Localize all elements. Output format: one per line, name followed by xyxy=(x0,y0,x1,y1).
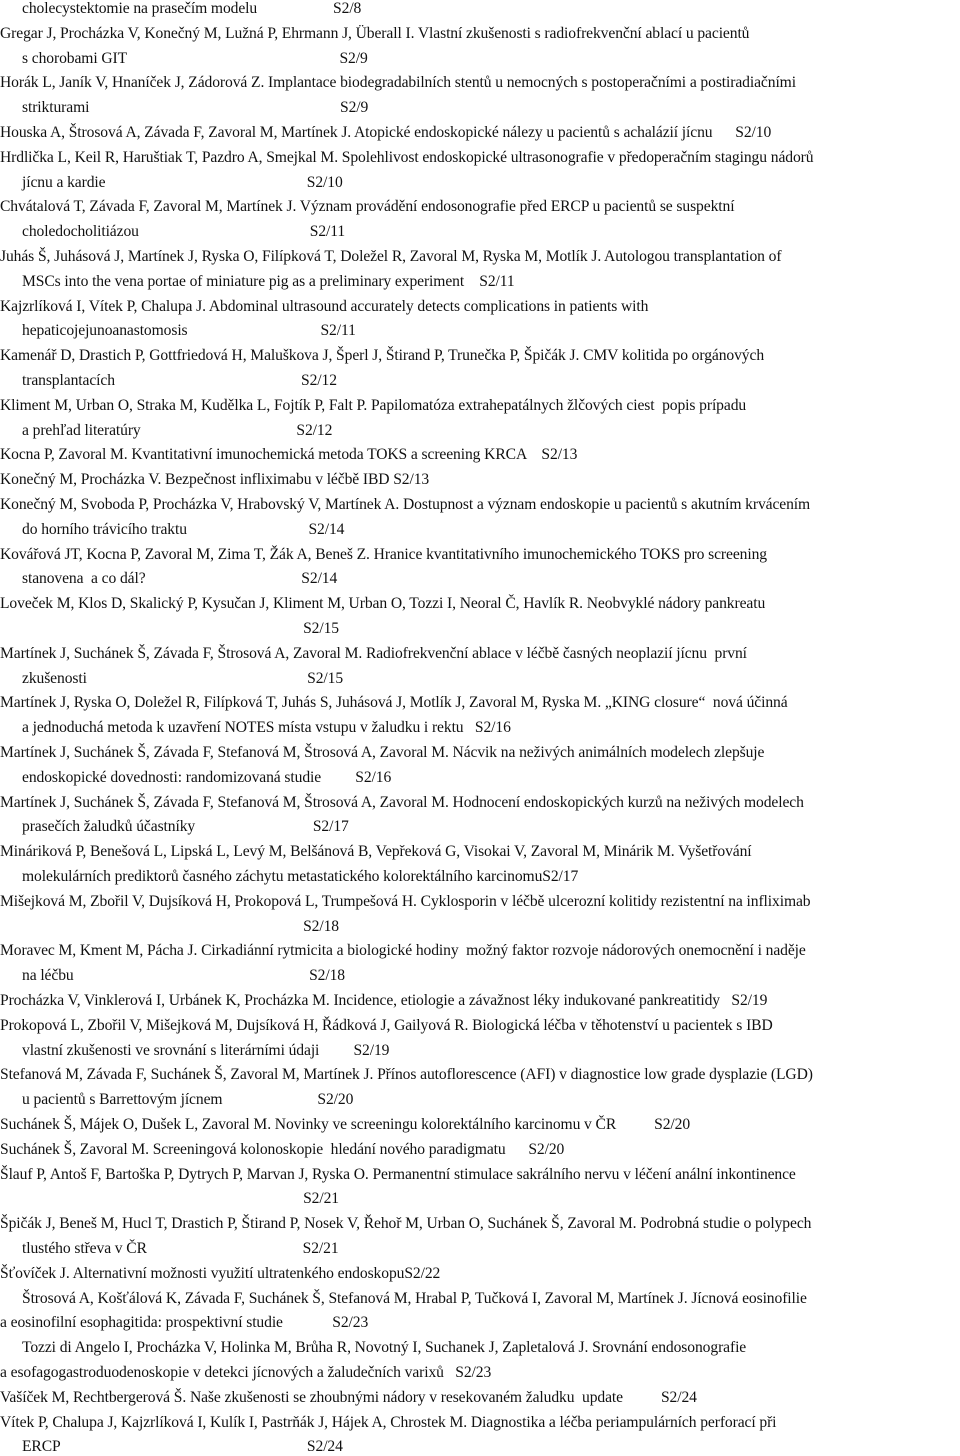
reference-line: Kajzrlíková I, Vítek P, Chalupa J. Abdominal ultrasound accurately detects complications in patients with xyxy=(0,297,649,315)
reference-line: Martínek J, Suchánek Š, Závada F, Stefanová M, Štrosová A, Zavoral M. Hodnocení endoskopických kurzů na neživých modelech xyxy=(0,793,804,811)
reference-line: S2/18 xyxy=(22,917,339,935)
reference-line: MSCs into the vena portae of miniature pig as a preliminary experiment S2/11 xyxy=(22,272,515,290)
reference-line: Mišejková M, Zbořil V, Dujsíková H, Prokopová L, Trumpešová H. Cyklosporin v léčbě ulcerozní kolitidy rezistentní na infliximab xyxy=(0,892,811,910)
reference-line: Houska A, Štrosová A, Závada F, Zavoral M, Martínek J. Atopické endoskopické nálezy u pacientů s achalázií jícnu S2/10 xyxy=(0,124,772,141)
reference-line: Konečný M, Procházka V. Bezpečnost infliximabu v léčbě IBD S2/13 xyxy=(0,471,430,489)
reference-line: Loveček M, Klos D, Skalický P, Kysučan J, Kliment M, Urban O, Tozzi I, Neoral Č, Havlík R. Neobvyklé nádory pankreatu xyxy=(0,595,766,613)
reference-line: a jednoduchá metoda k uzavření NOTES místa vstupu v žaludku i rektu S2/16 xyxy=(22,719,511,737)
reference-line: Moravec M, Kment M, Pácha J. Cirkadiánní rytmicita a biologické hodiny možný faktor rozvoje nádorových onemocnění i naděje xyxy=(0,942,806,960)
reference-line: a prehľad literatúry S2/12 xyxy=(22,421,333,439)
reference-line: Procházka V, Vinklerová I, Urbánek K, Procházka M. Incidence, etiologie a závažnost léky indukované pankreatitidy S2/19 xyxy=(0,992,768,1009)
reference-line: strikturami S2/9 xyxy=(22,99,369,117)
reference-line: Suchánek Š, Májek O, Dušek L, Zavoral M. Novinky ve screeningu kolorektálního karcinomu v ČR S2/20 xyxy=(0,1116,691,1133)
reference-line: Hrdlička L, Keil R, Haruštiak T, Pazdro A, Smejkal M. Spolehlivost endoskopické ultrasonografie v předoperačním stagingu nádorů xyxy=(0,148,814,166)
reference-line: a esofagogastroduodenoskopie v detekci jícnových a žaludečních varixů S2/23 xyxy=(0,1364,492,1381)
reference-line: Stefanová M, Závada F, Suchánek Š, Zavoral M, Martínek J. Přínos autoflorescence (AFI) v diagnostice low grade dysplazie (LGD) xyxy=(0,1066,813,1084)
reference-line: do horního trávicího traktu S2/14 xyxy=(22,520,345,538)
reference-line: Kovářová JT, Kocna P, Zavoral M, Zima T, Žák A, Beneš Z. Hranice kvantitativního imunochemického TOKS pro screening xyxy=(0,545,767,563)
reference-line: Vašíček M, Rechtbergerová Š. Naše zkušenosti se zhoubnými nádory v resekovaném žaludku update S2/24 xyxy=(0,1388,697,1406)
reference-line: S2/15 xyxy=(22,620,339,637)
reference-line: Juhás Š, Juhásová J, Martínek J, Ryska O, Filípková T, Doležel R, Zavoral M, Ryska M, Motlík J. Autologou transplantation of xyxy=(0,248,782,265)
reference-line: Šťovíček J. Alternativní možnosti využití ultratenkého endoskopuS2/22 xyxy=(0,1264,441,1282)
reference-line: Martínek J, Ryska O, Doležel R, Filípková T, Juhás S, Juhásová J, Motlík J, Zavoral M, Ryska M. „KING closure“ nová účinná xyxy=(0,694,788,712)
reference-line: prasečích žaludků účastníky S2/17 xyxy=(22,818,349,836)
reference-line: Martínek J, Suchánek Š, Závada F, Stefanová M, Štrosová A, Zavoral M. Nácvik na neživých animálních modelech zlepšuje xyxy=(0,744,765,761)
reference-line: Štrosová A, Košťálová K, Závada F, Suchánek Š, Stefanová M, Hrabal P, Tučková I, Zavoral M, Martínek J. Jícnová eosinofilie xyxy=(22,1289,807,1307)
reference-line: transplantacích S2/12 xyxy=(22,372,337,389)
reference-line: Vítek P, Chalupa J, Kajzrlíková I, Kulík I, Pastrňák J, Hájek A, Chrostek M. Diagnostika a léčba periampulárních perforací při xyxy=(0,1413,777,1431)
reference-line: Mináriková P, Benešová L, Lipská L, Levý M, Belšánová B, Vepřeková G, Visokai V, Zavoral M, Minárik M. Vyšetřování xyxy=(0,843,752,861)
reference-line: Horák L, Janík V, Hnaníček J, Zádorová Z. Implantace biodegradabilních stentů u nemocných s postoperačními a postiradiačními xyxy=(0,74,796,92)
reference-line: a eosinofilní esophagitida: prospektivní studie S2/23 xyxy=(0,1314,369,1332)
reference-line: hepaticojejunoanastomosis S2/11 xyxy=(22,322,356,340)
reference-line: stanovena a co dál? S2/14 xyxy=(22,570,338,588)
reference-line: Martínek J, Suchánek Š, Závada F, Štrosová A, Zavoral M. Radiofrekvenční ablace v léčbě časných neoplazií jícnu první xyxy=(0,644,747,662)
reference-line: u pacientů s Barrettovým jícnem S2/20 xyxy=(22,1091,354,1109)
reference-line: choledocholitiázou S2/11 xyxy=(22,223,346,241)
reference-line: Prokopová L, Zbořil V, Mišejková M, Dujsíková H, Řádková J, Gailyová R. Biologická léčba v těhotenství u pacientek s IBD xyxy=(0,1016,777,1034)
reference-line: s chorobami GIT S2/9 xyxy=(22,49,368,67)
reference-line: Kliment M, Urban O, Straka M, Kudělka L, Fojtík P, Falt P. Papilomatóza extrahepatálnych žlčových ciest popis prípadu xyxy=(0,396,747,414)
reference-line: Kamenář D, Drastich P, Gottfriedová H, Maluškova J, Šperl J, Štirand P, Trunečka P, Špičák J. CMV kolitida po orgánových xyxy=(0,347,765,365)
reference-line: S2/21 xyxy=(22,1190,339,1208)
reference-line: Gregar J, Procházka V, Konečný M, Lužná P, Ehrmann J, Überall I. Vlastní zkušenosti s radiofrekvenční ablací u pacientů xyxy=(0,24,750,42)
reference-line: Tozzi di Angelo I, Procházka V, Holinka M, Brůha R, Novotný I, Suchanek J, Zapletalová J. Srovnání endosonografie xyxy=(22,1339,747,1357)
reference-line: Špičák J, Beneš M, Hucl T, Drastich P, Štirand P, Nosek V, Řehoř M, Urban O, Suchánek Š, Zavoral M. Podrobná studie o polypech xyxy=(0,1215,812,1233)
reference-line: vlastní zkušenosti ve srovnání s literárními údaji S2/19 xyxy=(22,1041,390,1059)
reference-line: zkušenosti S2/15 xyxy=(22,669,344,687)
reference-line: molekulárních prediktorů časného záchytu metastatického kolorektálního karcinomuS2/17 xyxy=(22,868,579,885)
reference-line: Konečný M, Svoboda P, Procházka V, Hrabovský V, Martínek A. Dostupnost a význam endoskopie u pacientů s akutním krvácením xyxy=(0,496,811,513)
reference-line: Kocna P, Zavoral M. Kvantitativní imunochemická metoda TOKS a screening KRCA S2/13 xyxy=(0,446,578,464)
reference-line: Šlauf P, Antoš F, Bartoška P, Dytrych P, Marvan J, Ryska O. Permanentní stimulace sakrálního nervu v léčení anální inkontinence xyxy=(0,1165,796,1183)
reference-line: na léčbu S2/18 xyxy=(22,967,345,985)
reference-line: jícnu a kardie S2/10 xyxy=(22,173,343,191)
reference-line: tlustého střeva v ČR S2/21 xyxy=(22,1240,339,1257)
reference-line: Suchánek Š, Zavoral M. Screeningová kolonoskopie hledání nového paradigmatu S2/20 xyxy=(0,1140,565,1158)
reference-line: ERCP S2/24 xyxy=(22,1438,343,1456)
reference-line: endoskopické dovednosti: randomizovaná studie S2/16 xyxy=(22,768,392,786)
reference-line: Chvátalová T, Závada F, Zavoral M, Martínek J. Význam provádění endosonografie před ERCP u pacientů se suspektní xyxy=(0,198,735,216)
reference-line: cholecystektomie na prasečím modelu S2/8 xyxy=(22,0,362,17)
